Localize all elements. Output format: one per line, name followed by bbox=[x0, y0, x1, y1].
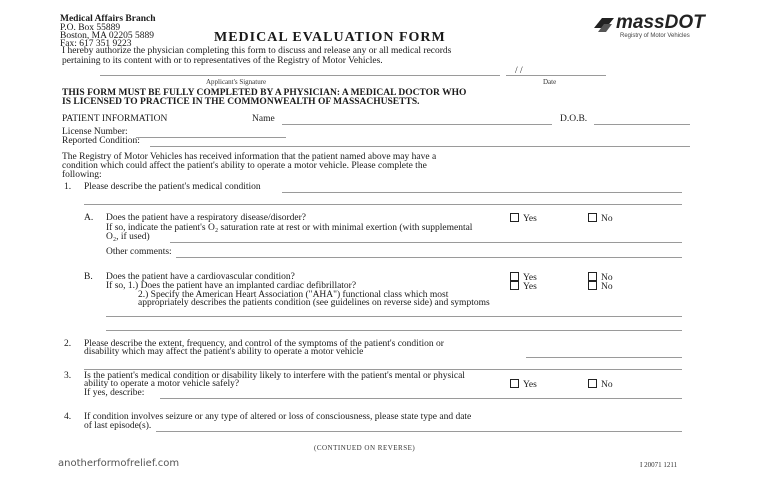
q1-text: Please describe the patient's medical condition bbox=[84, 182, 261, 192]
checkbox-icon bbox=[588, 281, 597, 290]
qb-defib-yes-label: Yes bbox=[523, 282, 537, 292]
q4-line-1: If condition involves seizure or any type of altered or loss of consciousness, please state type and date bbox=[84, 412, 472, 422]
qa-letter: A. bbox=[84, 213, 94, 223]
date-line[interactable] bbox=[506, 75, 606, 76]
q1-number: 1. bbox=[64, 182, 72, 192]
checkbox-icon bbox=[588, 379, 597, 388]
qa-sub-line-2: O₂, if used) bbox=[106, 232, 150, 242]
q2-number: 2. bbox=[64, 339, 72, 349]
date-label: Date bbox=[543, 78, 557, 86]
footer-site: anotherformofrelief.com bbox=[58, 458, 180, 469]
q3-yes-label: Yes bbox=[523, 380, 537, 390]
q2-line-1: Please describe the extent, frequency, and control of the symptoms of the patient's condition or bbox=[84, 339, 444, 349]
logo-subtitle: Registry of Motor Vehicles bbox=[620, 33, 690, 39]
form-title: MEDICAL EVALUATION FORM bbox=[214, 30, 446, 45]
qa-yes-label: Yes bbox=[523, 214, 537, 224]
qb-yes-label: Yes bbox=[523, 273, 537, 283]
patient-info-heading: PATIENT INFORMATION bbox=[62, 114, 168, 124]
q3-number: 3. bbox=[64, 371, 72, 381]
qb-answer-line-2[interactable] bbox=[106, 330, 682, 331]
qb-text: Does the patient have a cardiovascular condition? bbox=[106, 272, 295, 282]
q4-answer-field[interactable] bbox=[156, 431, 682, 432]
checkbox-icon bbox=[510, 213, 519, 222]
physician-notice-line-2: IS LICENSED TO PRACTICE IN THE COMMONWEALTH OF MASSACHUSETTS. bbox=[62, 97, 420, 107]
date-separators: / / bbox=[515, 66, 523, 76]
reported-condition-field[interactable] bbox=[150, 146, 690, 147]
qa-other-comments-field[interactable] bbox=[176, 257, 682, 258]
massdot-logo-icon bbox=[592, 14, 616, 36]
q1-answer-line-2[interactable] bbox=[84, 204, 682, 205]
qb-no-label: No bbox=[601, 273, 613, 283]
intro-line-1: The Registry of Motor Vehicles has received information that the patient named above may have a bbox=[62, 152, 437, 162]
dept-name: Medical Affairs Branch bbox=[60, 14, 156, 24]
dept-fax: Fax: 617 351 9223 bbox=[60, 39, 132, 49]
q4-number: 4. bbox=[64, 412, 72, 422]
q3-line-1: Is the patient's medical condition or disability likely to interfere with the patient's mental or physical bbox=[84, 371, 465, 381]
dept-address-1: P.O. Box 55889 bbox=[60, 23, 121, 33]
continued-note: (CONTINUED ON REVERSE) bbox=[314, 444, 416, 452]
qa-text: Does the patient have a respiratory disease/disorder? bbox=[106, 213, 306, 223]
checkbox-icon bbox=[510, 379, 519, 388]
reported-condition-label: Reported Condition: bbox=[62, 136, 140, 146]
q3-describe-field[interactable] bbox=[160, 398, 682, 399]
q3-no-label: No bbox=[601, 380, 613, 390]
license-number-field[interactable] bbox=[136, 137, 286, 138]
qb-defib-no-label: No bbox=[601, 282, 613, 292]
checkbox-icon bbox=[588, 213, 597, 222]
name-field[interactable] bbox=[282, 124, 552, 125]
dob-field[interactable] bbox=[594, 124, 690, 125]
qb-aha-line-1: 2.) Specify the American Heart Association ("AHA") functional class which most bbox=[138, 290, 449, 300]
q3-line-2: ability to operate a motor vehicle safely? bbox=[84, 379, 240, 389]
qb-aha-line-2: appropriately describes the patients condition (see guidelines on reverse side) and symptoms bbox=[138, 298, 490, 308]
qb-letter: B. bbox=[84, 272, 93, 282]
signature-label: Applicant's Signature bbox=[206, 78, 267, 86]
q2-line-2: disability which may affect the patient's ability to operate a motor vehicle bbox=[84, 347, 364, 357]
q3-describe-label: If yes, describe: bbox=[84, 388, 145, 398]
qb-answer-line-1[interactable] bbox=[106, 316, 682, 317]
massdot-logo bbox=[590, 12, 740, 40]
intro-line-2: condition which could affect the patient's ability to operate a motor vehicle. Please complete the bbox=[62, 161, 427, 171]
authorization-line-1: I hereby authorize the physician completing this form to discuss and release any or all medical records bbox=[62, 46, 452, 56]
qb-defibrillator-text: If so, 1.) Does the patient have an implanted cardiac defibrillator? bbox=[106, 281, 357, 291]
logo-text: massDOT bbox=[616, 12, 705, 33]
q1-answer-line-1[interactable] bbox=[282, 192, 682, 193]
q2-answer-line-1[interactable] bbox=[526, 357, 682, 358]
q2-answer-line-2[interactable] bbox=[84, 369, 682, 370]
qa-no-checkbox[interactable] bbox=[588, 213, 613, 225]
qa-saturation-field[interactable] bbox=[170, 242, 682, 243]
qa-no-label: No bbox=[601, 214, 613, 224]
dob-label: D.O.B. bbox=[560, 114, 588, 124]
q3-yes-checkbox[interactable] bbox=[510, 379, 537, 391]
license-number-label: License Number: bbox=[62, 127, 128, 137]
authorization-line-2: pertaining to its content with or to representatives of the Registry of Motor Vehicles. bbox=[62, 56, 383, 66]
dept-address-2: Boston, MA 02205 5889 bbox=[60, 31, 154, 41]
q3-no-checkbox[interactable] bbox=[588, 379, 613, 391]
q4-line-2: of last episode(s). bbox=[84, 421, 152, 431]
checkbox-icon bbox=[510, 272, 519, 281]
checkbox-icon bbox=[588, 272, 597, 281]
form-code: I 20071 1211 bbox=[640, 461, 678, 469]
intro-line-3: following: bbox=[62, 170, 102, 180]
qb-defib-yes-checkbox[interactable] bbox=[510, 281, 537, 293]
qb-defib-no-checkbox[interactable] bbox=[588, 281, 613, 293]
name-label: Name bbox=[252, 114, 275, 124]
qa-sub-line-1: If so, indicate the patient's O₂ saturation rate at rest or with minimal exertion (with supplemental bbox=[106, 223, 473, 233]
checkbox-icon bbox=[510, 281, 519, 290]
physician-notice-line-1: THIS FORM MUST BE FULLY COMPLETED BY A PHYSICIAN: A MEDICAL DOCTOR WHO bbox=[62, 88, 467, 98]
qa-other-comments-label: Other comments: bbox=[106, 247, 172, 257]
signature-line[interactable] bbox=[100, 75, 500, 76]
qa-yes-checkbox[interactable] bbox=[510, 213, 537, 225]
